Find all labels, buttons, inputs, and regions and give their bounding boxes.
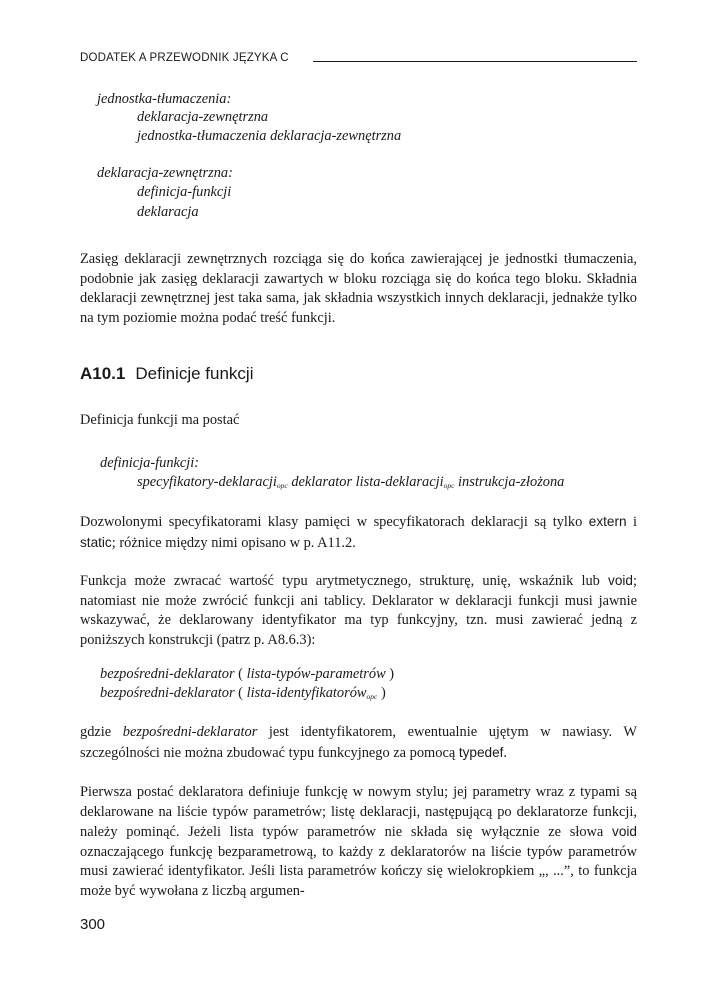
paren: (	[238, 666, 243, 682]
grammar-head: deklaracja-zewnętrzna:	[97, 165, 233, 181]
keyword: void	[608, 573, 633, 588]
paren: (	[238, 685, 243, 701]
paragraph-text: jest identyfikatorem, ewentualnie ujętym w nawiasy. W szczególności nie można zbudować typu funkcyjnego za pomocą	[80, 724, 637, 761]
section-title: Definicje funkcji	[135, 364, 254, 383]
running-title: DODATEK A PRZEWODNIK JĘZYKA C	[80, 52, 289, 64]
grammar-term: lista-identyfikatorów	[246, 685, 367, 701]
grammar-term: bezpośredni-deklarator	[100, 666, 235, 682]
grammar-head: jednostka-tłumaczenia:	[97, 91, 232, 107]
paragraph-text: i	[633, 514, 637, 530]
page-number: 300	[80, 916, 106, 933]
paragraph-text: ; natomiast nie może zwrócić funkcji ani tablicy. Deklarator w deklaracji funkcji musi jawnie wskazywać, że deklarowany identyfikator ma typ funkcyjny, tzn. musi zawierać jedną z poniższych konstrukcji (patrz p. A8.6.3):	[80, 573, 637, 648]
paragraph	[80, 783, 637, 902]
paragraph: Zasięg deklaracji zewnętrznych rozciąga się do końca zawierającej je jednostki tłumaczenia, podobnie jak zasięg deklaracji zawartych w bloku rozciąga się do końca tego bloku. Składnia deklaracji zewnętrznej jest taka sama, jak składnia wszystkich innych deklaracji, jednakże tylko na tym poziomie można podać treść funkcji.	[80, 251, 637, 326]
grammar-head: definicja-funkcji:	[100, 455, 200, 471]
grammar-rule: deklaracja-zewnętrzna	[137, 109, 269, 125]
paragraph-text: ; różnice między nimi opisano w p. A11.2.	[111, 534, 356, 551]
paragraph-text: gdzie	[80, 724, 112, 740]
running-header	[80, 52, 637, 68]
grammar-term: lista-typów-parametrów	[246, 666, 386, 682]
grammar-term: bezpośredni-deklarator	[122, 724, 258, 740]
grammar-term: specyfikatory-deklaracji	[137, 474, 277, 490]
grammar-term: instrukcja-złożona	[458, 474, 565, 490]
paragraph-text: .	[503, 744, 508, 761]
section-number: A10.1	[80, 364, 126, 383]
paragraph	[80, 512, 637, 553]
keyword: typedef	[458, 744, 504, 760]
optional-subscript: opc	[443, 481, 455, 490]
paragraph: Definicja funkcji ma postać	[80, 412, 240, 428]
paragraph	[80, 571, 637, 650]
paragraph-text: Dozwolonymi specyfikatorami klasy pamięci w specyfikatorach deklaracji są tylko	[80, 514, 583, 530]
grammar-rule: deklaracja	[137, 204, 199, 220]
grammar-term: deklarator lista-deklaracji	[291, 474, 444, 490]
paren: )	[380, 685, 386, 701]
optional-subscript: opc	[276, 481, 288, 490]
paragraph-text: Funkcja może zwracać wartość typu arytmetycznego, strukturę, unię, wskaźnik lub	[80, 573, 600, 589]
keyword: void	[612, 824, 637, 840]
grammar-rule	[137, 473, 564, 491]
paragraph-text: oznaczającego funkcję bezparametrową, to każdy z deklaratorów na liście typów parametrów musi zawierać identyfikator. Jeśli lista parametrów kończy się wielokropkiem „, ...”, to funkcja może być wywołana z liczbą argumen-	[80, 843, 637, 899]
paragraph	[80, 723, 637, 763]
grammar-rule: jednostka-tłumaczenia deklaracja-zewnętrzna	[137, 128, 402, 144]
grammar-rule	[100, 665, 394, 683]
optional-subscript: opc	[366, 692, 378, 701]
paren: )	[389, 666, 395, 682]
grammar-rule: definicja-funkcji	[137, 184, 232, 200]
grammar-rule	[100, 684, 386, 702]
keyword: extern	[588, 514, 627, 529]
header-rule	[313, 61, 637, 62]
grammar-term: bezpośredni-deklarator	[100, 685, 235, 701]
section-heading	[80, 364, 253, 384]
paragraph-text: Pierwsza postać deklaratora definiuje funkcję w nowym stylu; jej parametry wraz z typami są deklarowane na liście typów parametrów; listę deklaracji, następującą po deklaratorze funkcji, należy pominąć. Jeżeli lista typów parametrów nie składa się wyłącznie ze słowa	[80, 784, 637, 841]
keyword: static	[80, 534, 112, 550]
